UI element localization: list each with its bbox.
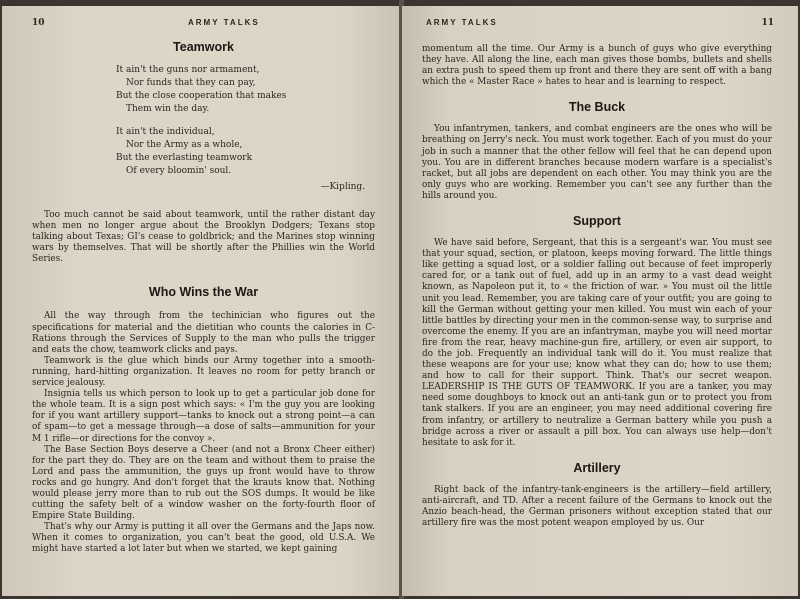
section-title-support: Support [573,214,621,229]
right-page-content [402,44,798,529]
poem-title: Teamwork [173,40,234,54]
left-page-content [2,40,401,556]
section-title-who-wins: Who Wins the War [148,285,259,300]
body-paragraph: All the way through from the techinician who figures out the specifications for material and the dietitian who counts the calories in C-Rations through the Services of Supply to the man who pulls the trigger and eats the chow, teamwork clicks and pays. [32,311,375,355]
right-page-number: 11 [761,18,774,28]
poem [32,64,375,178]
body-paragraph: Teamwork is the glue which binds our Army together into a smooth-running, hard-hitting organization. It leaves no room for petty branch or service jealousy. [32,355,375,389]
poem-line: Nor funds that they can pay, [126,78,256,88]
body-paragraph: Insignia tells us which person to look up to get a particular job done for the whole team. It is a sign post which says: « I'm the guy you are looking for if you want artillery support—tanks to knock out a strong point—a can of spam—to get a message through—a dose of salts—ammunition for your M 1 rifle—or directions for the convoy ». [32,389,375,444]
buck-paragraph: You infantrymen, tankers, and combat engineers are the ones who will be breathing on Jerry's neck. You must work together. Each of you must do your job in such a manner that the other fellow will feel that he can depend upon you. You are in different branches because modern warfare is a specialist's racket, but all jobs are dependent on each other. You may think you are the only guys who are working. Remember you can't see any further than the hills around you. [422,124,772,201]
who-wins-body [32,311,375,555]
intro-paragraph: Too much cannot be said about teamwork, until the rather distant day when men no longer argue about the Brooklyn Dodgers; Texans stop talking about Texas; GI's cease to goldbrick; and the Marines stop winning wars by themselves. That will be shortly after the Phillies win the World Series. [32,210,375,265]
poem-line: Of every bloomin' soul. [126,166,232,176]
section-title-artillery: Artillery [573,460,621,475]
right-page [402,6,798,596]
opening-paragraph: momentum all the time. Our Army is a bunch of guys who give everything they have. All along the line, each man gives those bombs, bullets and shells an extra push to speed them up front and there they are sent off with a bang which the « Master Race » hates to hear and is learning to respect. [422,44,772,88]
left-page [2,6,401,596]
body-paragraph: That's why our Army is putting it all over the Germans and the Japs now. When it comes to organization, you can't beat the good, old U.S.A. We might have started a lot later but when we started, we kept gaining [32,522,375,555]
body-paragraph: The Base Section Boys deserve a Cheer (and not a Bronx Cheer either) for the part they do. They are on the team and without them to praise the Lord and pass the ammunition, the guys up front would have to throw rocks and go hungry. And don't forget that the krauts know that. Nothing would please jerry more than to rub out the SOS dumps. It would be like cutting the safety belt of a window washer on the forty-fourth floor of Empire State Building. [32,444,375,522]
poem-line: It ain't the guns nor armament, [116,65,260,75]
artillery-paragraph: Right back of the infantry-tank-engineers is the artillery—field artillery, anti-aircraft, and TD. After a recent failure of the Germans to knock out the Anzio beach-head, the German prisoners without exception stated that our artillery fire was the most potent weapon employed by us. Our [422,484,772,529]
support-paragraph: We have said before, Sergeant, that this is a sergeant's war. You must see that your squad, section, or platoon, keeps moving forward. The little things like getting a squad lost, or a soldier falling out because of feet improperly cared for, or a tank out of fuel, add up in an army to a vast dead weight known, as Napoleon put it, to « the friction of war. » You must oil the little unit you lead. Remember, you are taking care of your outfit; you are going to kill the German without getting your men killed. You must win each of your little battles by directing your men in the common-sense way, to surprise and overcome the enemy. If you are an infantryman, maybe you will need mortar fire from the rear, heavy machine-gun fire, artillery, or even air support, to do the job. Frequently an individual tank will do it. You must realize that these weapons are for your use; know what they can do; how to use them; and how to call for their support. Think. That's our secret weapon. LEADERSHIP IS THE GUTS OF TEAMWORK. If you are a tanker, you may need some doughboys to knock out an anti-tank gun or to protect you from tank stalkers. If you are an engineer, you may need additional covering fire from infantry, or artillery to neutralize a German battery while you push a bridge across a river or assault a pill box. You can always use help—don't hesitate to ask for it. [422,238,772,448]
poem-line: But the everlasting teamwork [116,153,253,163]
poem-line: But the close cooperation that makes [116,91,287,101]
poem-attribution: —Kipling. [320,182,365,192]
left-running-head: ARMY TALKS [188,18,260,27]
poem-line: Them win the day. [126,104,210,114]
poem-line: Nor the Army as a whole, [126,140,243,150]
left-page-number: 10 [32,18,45,28]
section-title-buck: The Buck [568,100,626,115]
poem-line: It ain't the individual, [116,127,215,137]
right-running-head: ARMY TALKS [426,18,498,27]
